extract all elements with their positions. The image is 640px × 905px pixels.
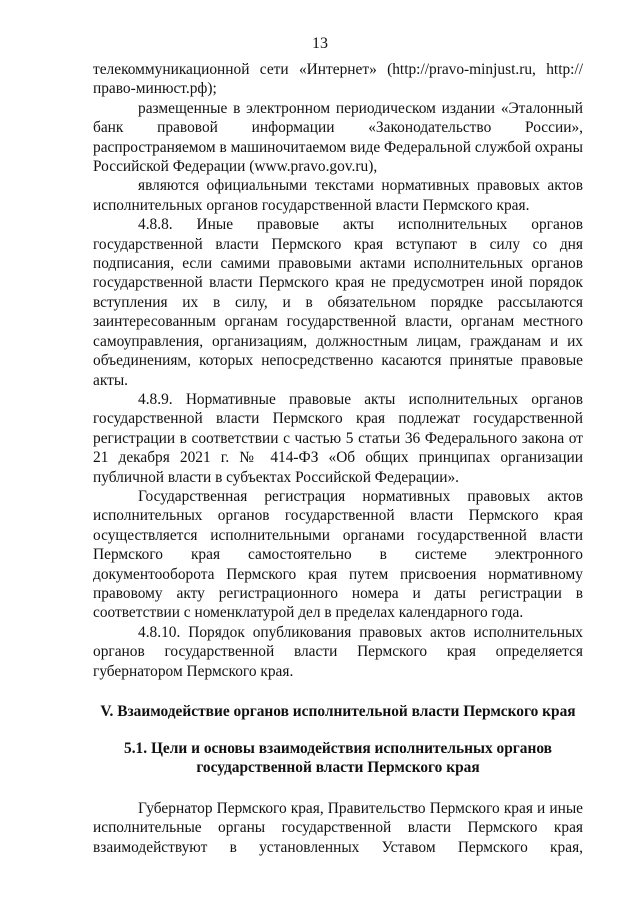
page-number: 13 [312,35,328,52]
paragraph-publication-source: размещенные в электронном периодическом издании «Эталонный банк правовой информации «Законодательство России», распространяемом в машиночитаемом виде Федеральной службой охраны Российской Федерации (www.pravo.gov.ru), [93,99,583,176]
paragraph-4-8-10: 4.8.10. Порядок опубликования правовых актов исполнительных органов государственной власти Пермского края определяется губернатором Пермского края. [93,623,583,680]
paragraph-4-8-9: 4.8.9. Нормативные правовые акты исполнительных органов государственной власти Пермского края подлежат государственной регистрации в соответствии с частью 5 статьи 36 Федерального закона от 21 декабря 2021 г. № 414-ФЗ «Об общих принципах организации публичной власти в субъектах Российской Федерации». [93,390,583,486]
paragraph-continuation: телекоммуникационной сети «Интернет» (http://pravo-minjust.ru, http://право-минюст.рф); [93,61,583,98]
subsection-heading-5-1 [93,739,583,777]
section-heading-v: V. Взаимодействие органов исполнительной власти Пермского края [100,703,576,720]
subsection-heading-line-2: государственной власти Пермского края [196,759,480,776]
paragraph-4-8-8: 4.8.8. Иные правовые акты исполнительных органов государственной власти Пермского края вступают в силу со дня подписания, если самими правовыми актами исполнительных органов государственной власти Пермского края не предусмотрен иной порядок вступления их в силу, и в обязательном порядке рассылаются заинтересованным органам государственной власти, органам местного самоуправления, организациям, должностным лицам, гражданам и их объединениям, которых непосредственно касаются принятые правовые акты. [93,216,583,389]
subsection-heading-line-1: 5.1. Цели и основы взаимодействия исполнительных органов [124,740,552,757]
paragraph-official-texts: являются официальными текстами нормативных правовых актов исполнительных органов государственной власти Пермского края. [93,177,583,214]
document-body [93,60,583,857]
paragraph-governor-interaction: Губернатор Пермского края, Правительство Пермского края и иные исполнительные органы государственной власти Пермского края взаимодействуют в установленных Уставом Пермского края, [93,800,583,856]
paragraph-state-registration: Государственная регистрация нормативных правовых актов исполнительных органов государственной власти Пермского края осуществляется исполнительными органами государственной власти Пермского края самостоятельно в системе электронного документооборота Пермского края путем присвоения нормативному правовому акту регистрационного номера и даты регистрации в соответствии с номенклатурой дел в пределах календарного года. [93,487,583,622]
